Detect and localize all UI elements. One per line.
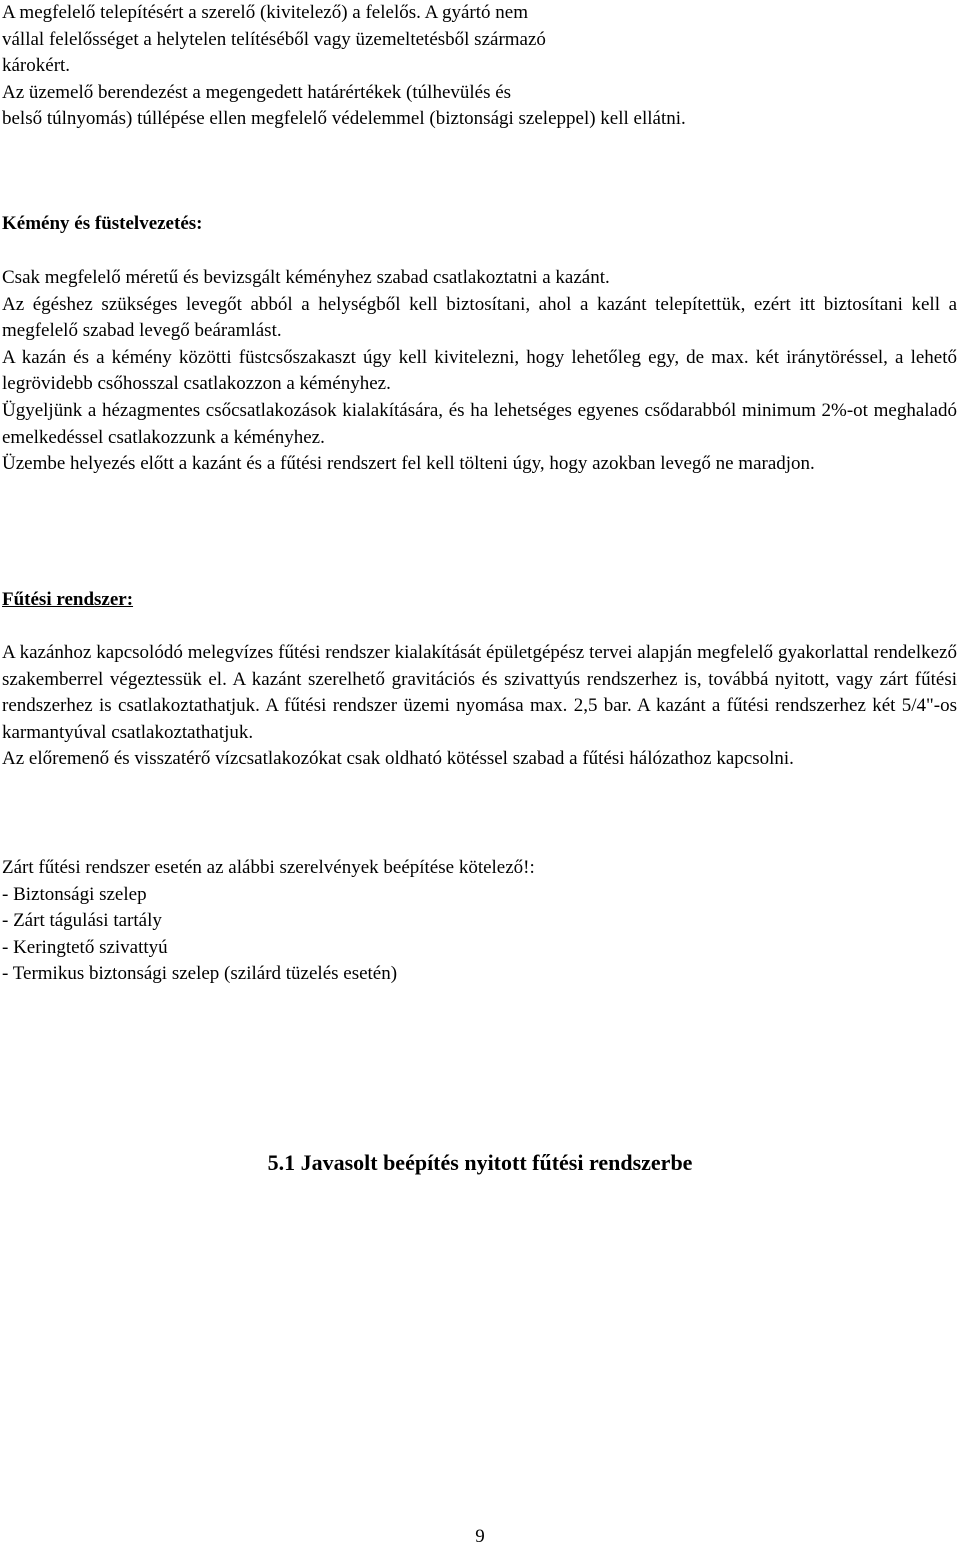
chimney-body bbox=[2, 265, 957, 478]
chimney-section bbox=[2, 211, 957, 238]
list-item: - Keringtető szivattyú bbox=[2, 936, 168, 958]
intro-line: A megfelelő telepítésért a szerelő (kivitelező) a felelős. A gyártó nem bbox=[2, 2, 528, 23]
section-title bbox=[0, 1150, 960, 1176]
intro-text bbox=[2, 0, 957, 133]
chimney-paragraph: Az égéshez szükséges levegőt abból a helységből kell biztosítani, ahol a kazánt telepítettük, ezért itt biztosítani kell a megfelelő szabad levegő beáramlást. bbox=[2, 293, 957, 342]
chimney-paragraph: Ügyeljünk a hézagmentes csőcsatlakozások kialakítására, és ha lehetséges egyenes csődarabból minimum 2%-ot meghaladó emelkedéssel csatlakozzunk a kéményhez. bbox=[2, 399, 957, 448]
chimney-paragraph: Csak megfelelő méretű és bevizsgált kéményhez szabad csatlakoztatni a kazánt. bbox=[2, 267, 610, 288]
heating-section bbox=[2, 587, 957, 614]
list-item: - Termikus biztonsági szelep (szilárd tüzelés esetén) bbox=[2, 963, 398, 985]
intro-line: Az üzemelő berendezést a megengedett határértékek (túlhevülés és bbox=[2, 81, 512, 103]
closed-system-intro: Zárt fűtési rendszer esetén az alábbi szerelvények beépítése kötelező!: bbox=[2, 857, 535, 878]
heating-body bbox=[2, 640, 957, 773]
chimney-heading: Kémény és füstelvezetés: bbox=[2, 213, 203, 234]
heating-paragraph: Az előremenő és visszatérő vízcsatlakozókat csak oldható kötéssel szabad a fűtési hálózathoz kapcsolni. bbox=[2, 748, 794, 770]
list-item: - Biztonsági szelep bbox=[2, 883, 147, 905]
closed-system-list bbox=[2, 855, 957, 988]
intro-line: vállal felelősséget a helytelen telítéséből vagy üzemeltetésből származó bbox=[2, 28, 546, 50]
intro-line: károkért. bbox=[2, 55, 71, 77]
chimney-paragraph: A kazán és a kémény közötti füstcsőszakaszt úgy kell kivitelezni, hogy lehetőleg egy, de max. két iránytöréssel, a lehető legrövidebb csőhosszal csatlakozzon a kéményhez. bbox=[2, 346, 957, 395]
list-item: - Zárt tágulási tartály bbox=[2, 910, 162, 932]
intro-line: belső túlnyomás) túllépése ellen megfelelő védelemmel (biztonsági szeleppel) kell ellátni. bbox=[2, 108, 686, 130]
heating-paragraph: A kazánhoz kapcsolódó melegvízes fűtési rendszer kialakítását épületgépész tervei alapján megfelelő gyakorlattal rendelkező szakemberrel végeztessük el. A kazánt szerelhető gravitációs és szivattyús rendszerhez is, továbbá nyitott, vagy zárt fűtési rendszerhez is csatlakoztathatjuk. A fűtési rendszer üzemi nyomása max. 2,5 bar. A kazánt a fűtési rendszerhez két 5/4"-os karmantyúval csatlakoztathatjuk. bbox=[2, 642, 957, 743]
chimney-paragraph: Üzembe helyezés előtt a kazánt és a fűtési rendszert fel kell tölteni úgy, hogy azokban levegő ne maradjon. bbox=[2, 453, 815, 475]
page-number: 9 bbox=[475, 1526, 485, 1547]
section-title-text: 5.1 Javasolt beépítés nyitott fűtési rendszerbe bbox=[267, 1150, 693, 1175]
heating-heading: Fűtési rendszer: bbox=[2, 589, 134, 610]
